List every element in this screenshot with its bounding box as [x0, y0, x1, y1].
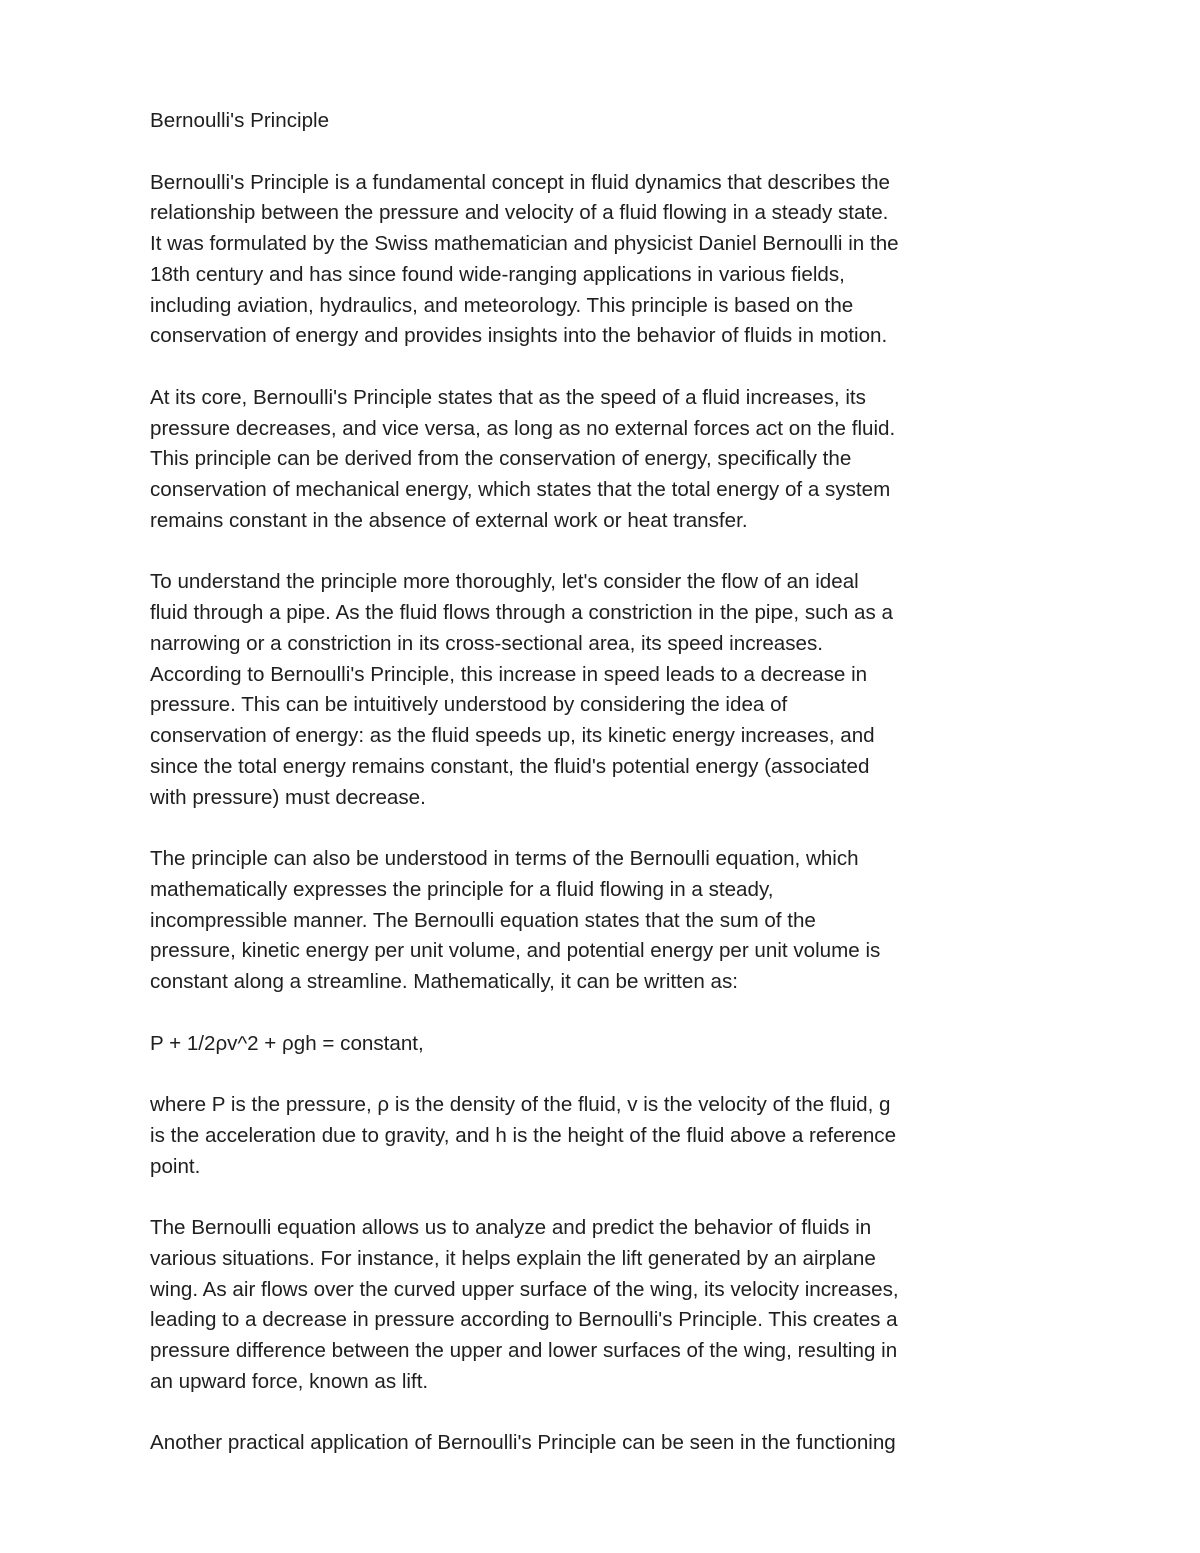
text-line: with pressure) must decrease.	[150, 785, 426, 809]
text-line: fluid through a pipe. As the fluid flows through a constriction in the pipe, such as a	[150, 601, 893, 624]
text-line: At its core, Bernoulli's Principle states that as the speed of a fluid increases, its	[150, 385, 866, 409]
text-line: an upward force, known as lift.	[150, 1369, 429, 1393]
text-line: It was formulated by the Swiss mathematician and physicist Daniel Bernoulli in the	[150, 232, 899, 255]
text-line: constant along a streamline. Mathematically, it can be written as:	[150, 970, 738, 993]
text-line: relationship between the pressure and velocity of a fluid flowing in a steady state.	[150, 201, 889, 225]
paragraph-core	[150, 383, 1060, 537]
text-line: leading to a decrease in pressure according to Bernoulli's Principle. This creates a	[150, 1308, 898, 1332]
text-line: pressure. This can be intuitively understood by considering the idea of	[150, 693, 788, 717]
text-line: incompressible manner. The Bernoulli equation states that the sum of the	[150, 908, 816, 932]
text-line: The Bernoulli equation allows us to analyze and predict the behavior of fluids in	[150, 1216, 872, 1239]
paragraph-airplane-lift	[150, 1213, 1060, 1398]
paragraph-intro	[150, 168, 1060, 353]
text-line: various situations. For instance, it helps explain the lift generated by an airplane	[150, 1246, 876, 1270]
text-line: where P is the pressure, ρ is the density of the fluid, v is the velocity of the fluid, g	[150, 1093, 891, 1116]
text-line: To understand the principle more thoroughly, let's consider the flow of an ideal	[150, 570, 859, 594]
text-line: is the acceleration due to gravity, and h is the height of the fluid above a reference	[150, 1123, 897, 1147]
text-line: 18th century and has since found wide-ranging applications in various fields,	[150, 262, 845, 286]
text-line: pressure, kinetic energy per unit volume, and potential energy per unit volume is	[150, 939, 881, 963]
text-line: The principle can also be understood in terms of the Bernoulli equation, which	[150, 847, 859, 870]
paragraph-variable-definitions	[150, 1090, 1060, 1182]
text-line: According to Bernoulli's Principle, this increase in speed leads to a decrease in	[150, 662, 868, 686]
equation-line: P + 1/2ρv^2 + ρgh = constant,	[150, 1031, 424, 1055]
text-line: conservation of energy: as the fluid speeds up, its kinetic energy increases, and	[150, 724, 875, 747]
text-line: pressure decreases, and vice versa, as long as no external forces act on the fluid.	[150, 416, 896, 440]
bernoulli-equation	[150, 1029, 1060, 1060]
text-line: mathematically expresses the principle for a fluid flowing in a steady,	[150, 877, 774, 901]
text-line: pressure difference between the upper and lower surfaces of the wing, resulting in	[150, 1339, 898, 1362]
text-line: conservation of energy and provides insights into the behavior of fluids in motion.	[150, 324, 888, 348]
text-line: point.	[150, 1154, 201, 1178]
text-line: remains constant in the absence of external work or heat transfer.	[150, 508, 748, 532]
text-line: Another practical application of Bernoulli's Principle can be seen in the functioning	[150, 1431, 896, 1455]
paragraph-pipe-example	[150, 567, 1060, 813]
title-text: Bernoulli's Principle	[150, 109, 330, 132]
text-line: wing. As air flows over the curved upper surface of the wing, its velocity increases,	[150, 1277, 899, 1301]
paragraph-equation-intro	[150, 844, 1060, 998]
document-title	[150, 106, 1060, 137]
text-line: Bernoulli's Principle is a fundamental concept in fluid dynamics that describes the	[150, 170, 890, 194]
text-line: narrowing or a constriction in its cross-sectional area, its speed increases.	[150, 631, 824, 655]
text-line: conservation of mechanical energy, which states that the total energy of a system	[150, 478, 891, 501]
document-body	[150, 106, 1060, 1490]
paragraph-practical-application	[150, 1428, 1060, 1459]
text-line: since the total energy remains constant, the fluid's potential energy (associated	[150, 754, 870, 778]
text-line: including aviation, hydraulics, and meteorology. This principle is based on the	[150, 293, 854, 317]
text-line: This principle can be derived from the conservation of energy, specifically the	[150, 447, 852, 471]
